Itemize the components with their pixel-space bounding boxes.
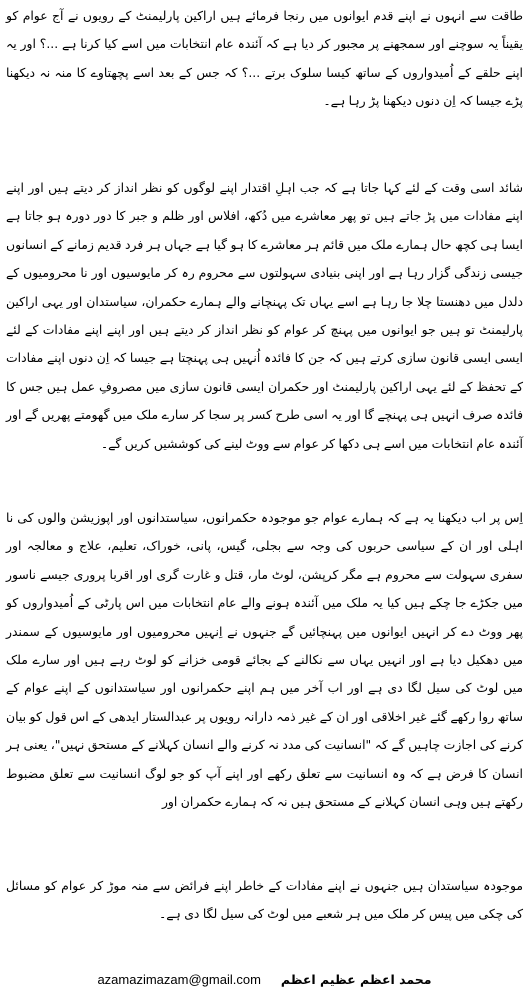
article-paragraph: موجودہ سیاستدان ہیں جنہوں نے اپنے مفادات کے خاطر اپنے فرائض سے منہ موڑ کر عوام کو مسائل کی چکی میں پیس کر ملک میں ہر شعبے میں لوٹ کی سیل لگا دی ہے۔ (6, 878, 523, 922)
article-paragraph: شائد اسی وقت کے لئے کہا جاتا ہے کہ جب اہلِ اقتدار اپنے لوگوں کو نظر انداز کر دیتے ہیں اور اپنے اپنے مفادات میں پڑ جاتے ہیں تو پھر معاشرے میں دُکھ، افلاس اور ظلم و جبر کا دور دورہ ہو جاتا ہے ایسا ہی کچھ حال ہمارے ملک میں قائم ہر معاشرے کا ہو گیا ہے جہاں ہر فرد قدیم زمانے کے انسانوں جیسی زندگی گزار رہا ہے اور اپنی بنیادی سہولتوں سے محروم رہ کر مایوسیوں اور نا محرومیوں کے دلدل میں دھنستا چلا جا رہا ہے اسے یہاں تک پہنچانے والے ہمارے حکمران، سیاستدان اور یہی اراکین پارلیمنٹ تو ہیں جو ایوانوں میں پہنچ کر عوام کو نظر انداز کر دیتے ہیں اور اپنے اپنے مفادات کے لئے ایسی ایسی قانون سازی کرتے ہیں کہ جن کا فائدہ اُنہیں ہی پہنچتا ہے جیسا کہ اِن دنوں اپنے مفادات کے تحفظ کے لئے یہی اراکین پارلیمنٹ اور حکمران ایسی قانون سازی میں مصروفِ عمل ہیں جس کا فائدہ صرف انہیں ہی پہنچے گا اور یہ اسی طرح کسر پر سجا کر سارے ملک میں گھومتے پھریں گے اور آئندہ عام انتخابات میں اسے ہی دکھا کر عوام سے ووٹ لینے کی کوششیں کریں گے۔ (6, 180, 523, 451)
author-email: azamazimazam@gmail.com (97, 971, 261, 987)
article-paragraph: اِس پر اب دیکھنا یہ ہے کہ ہمارے عوام جو موجودہ حکمرانوں، سیاستدانوں اور اپوزیشن والوں کی نا اہلی اور ان کے سیاسی حربوں کی وجہ سے بجلی، گیس، پانی، خوراک، تعلیم، علاج و معالجہ اور سفری سہولت سے محروم ہے مگر کرپشن، لوٹ مار، قتل و غارت گری اور اقربا پروری جیسے ناسور میں جکڑے جا چکے ہیں کیا یہ ملک میں آئندہ ہونے والے عام انتخابات میں اس پارٹی کے اُمیدواروں کو پھر ووٹ دے کر انہیں ایوانوں میں پہنچائیں گے جنہوں نے اِنہیں محرومیوں اور مایوسیوں کے سمندر میں دھکیل دیا ہے اور انہیں یہاں سے نکالنے کے بجائے قومی خزانے کو لوٹ رہے ہیں اور سارے ملک میں لوٹ کی سیل لگا دی ہے اور اب آخر میں ہم اپنے حکمرانوں اور سیاستدانوں کے اپنے عوام کے ساتھ روا رکھے گئے غیر اخلاقی اور ان کے غیر ذمہ دارانہ رویوں پر عبدالستار ایدھی کے اس قول کو بیان کرنے کی اجازت چاہیں گے کہ "انسانیت کی مدد نہ کرنے والے انسان کہلانے کے مستحق نہیں"، یعنی ہر انسان کا فرض ہے کہ وہ انسانیت سے تعلق رکھے اور اپنے آپ کو جو لوگ انسانیت سے تعلق مضبوط رکھتے ہیں وہی انسان کہلانے کے مستحق ہیں نہ کہ ہمارے حکمران اور (6, 510, 523, 810)
article-paragraph: طاقت سے انہوں نے اپنے قدم ایوانوں میں رنجا فرمائے ہیں اراکین پارلیمنٹ کے رویوں نے آج عوام کو یقیناً یہ سوچنے اور سمجھنے پر مجبور کر دیا ہے کہ آئندہ عام انتخابات میں اسے کیا کرنا ہے ...؟ اور یہ اپنے حلقے کے اُمیدواروں کے ساتھ کیسا سلوک برتے ...؟ کہ جس کے بعد اسے پچھتاوے کا منہ نہ دیکھنا پڑے جیسا کہ اِن دنوں دیکھنا پڑ رہا ہے۔ (6, 8, 523, 109)
signature-block (0, 966, 529, 992)
author-name: محمد اعظم عظیم اعظم (280, 971, 432, 987)
